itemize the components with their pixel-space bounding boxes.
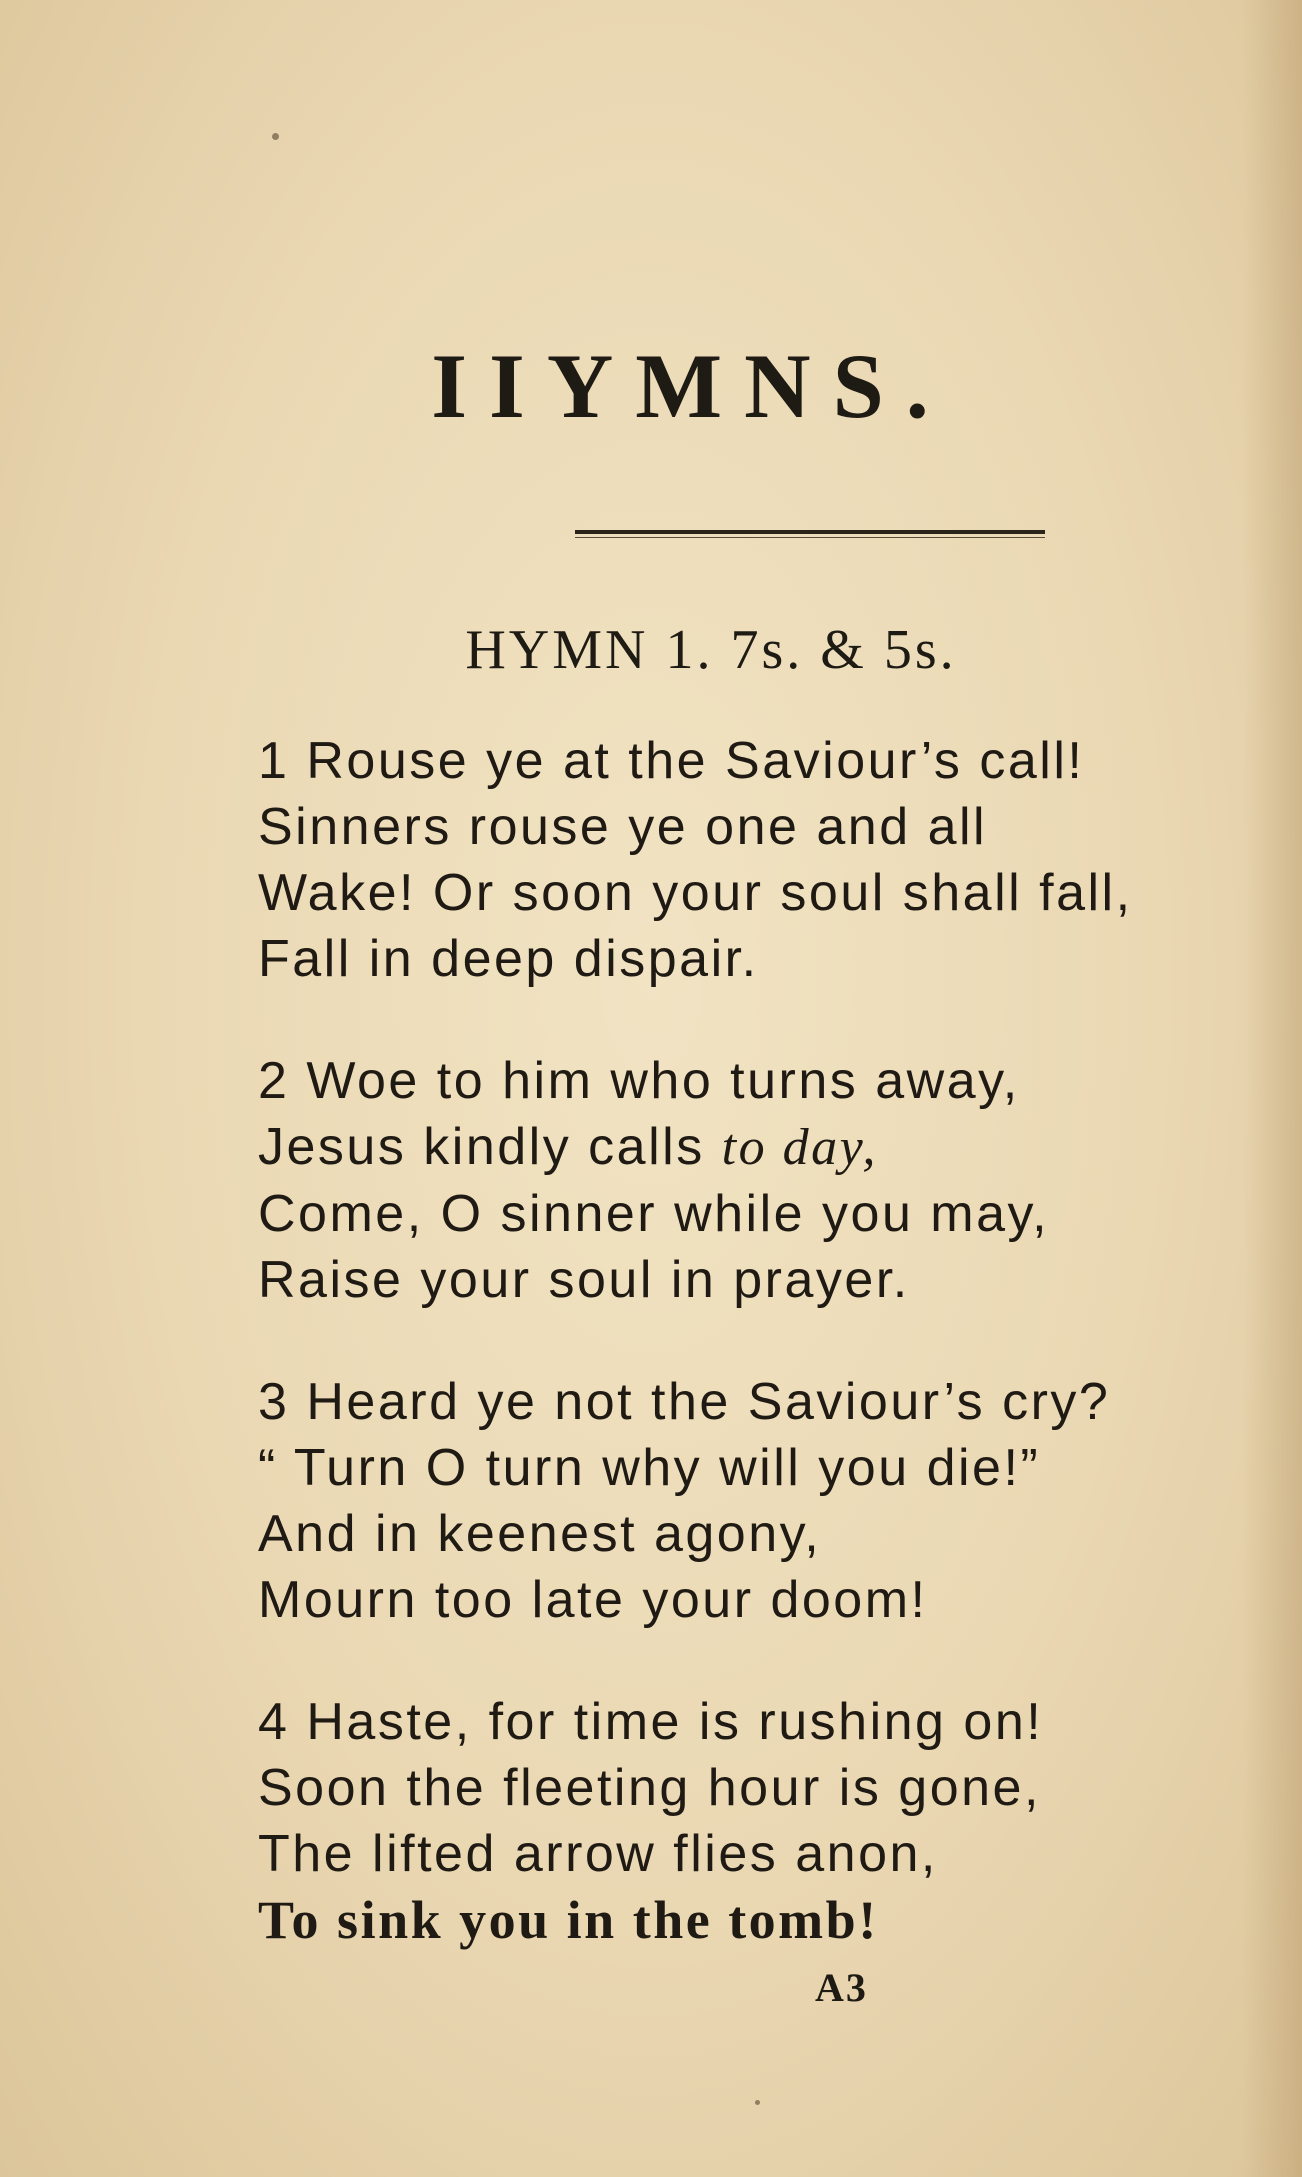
verse-line: “ Turn O turn why will you die!” (258, 1439, 1041, 1497)
paper-speck (755, 2100, 760, 2105)
signature-mark: A3 (815, 1965, 868, 2010)
verse-line-start: Jesus kindly calls (258, 1118, 705, 1176)
stanza-2 (258, 1048, 1278, 1313)
verse-line (258, 1114, 1278, 1181)
verse-line: 2 Woe to him who turns away, (258, 1052, 1020, 1110)
verse-line: And in keenest agony, (258, 1505, 822, 1563)
verse-line: The lifted arrow flies anon, (258, 1825, 938, 1883)
paper-speck (272, 133, 279, 140)
verse-line-italic: to day, (721, 1119, 878, 1176)
verse-line: 3 Heard ye not the Saviour’s cry? (258, 1373, 1111, 1431)
verse-line: To sink you in the tomb! (258, 1890, 879, 1950)
hymn-body (258, 728, 1278, 2009)
stanza-1 (258, 728, 1278, 992)
verse-line: 1 Rouse ye at the Saviour’s call! (258, 732, 1085, 790)
verse-line: Wake! Or soon your soul shall fall, (258, 864, 1133, 922)
stanza-4 (258, 1689, 1278, 1953)
verse-line: Sinners rouse ye one and all (258, 798, 988, 856)
verse-line: Soon the fleeting hour is gone, (258, 1759, 1041, 1817)
title-rule (575, 530, 1045, 534)
verse-line: Raise your soul in prayer. (258, 1251, 910, 1309)
verse-line: 4 Haste, for time is rushing on! (258, 1693, 1044, 1751)
stanza-3 (258, 1369, 1278, 1633)
title-rule-underline (575, 537, 1045, 538)
page-title: IIYMNS. (431, 335, 951, 437)
verse-line: Mourn too late your doom! (258, 1571, 928, 1629)
verse-line: Fall in deep dispair. (258, 930, 759, 988)
hymn-heading: HYMN 1. 7s. & 5s. (465, 619, 957, 681)
verse-line: Come, O sinner while you may, (258, 1185, 1050, 1243)
